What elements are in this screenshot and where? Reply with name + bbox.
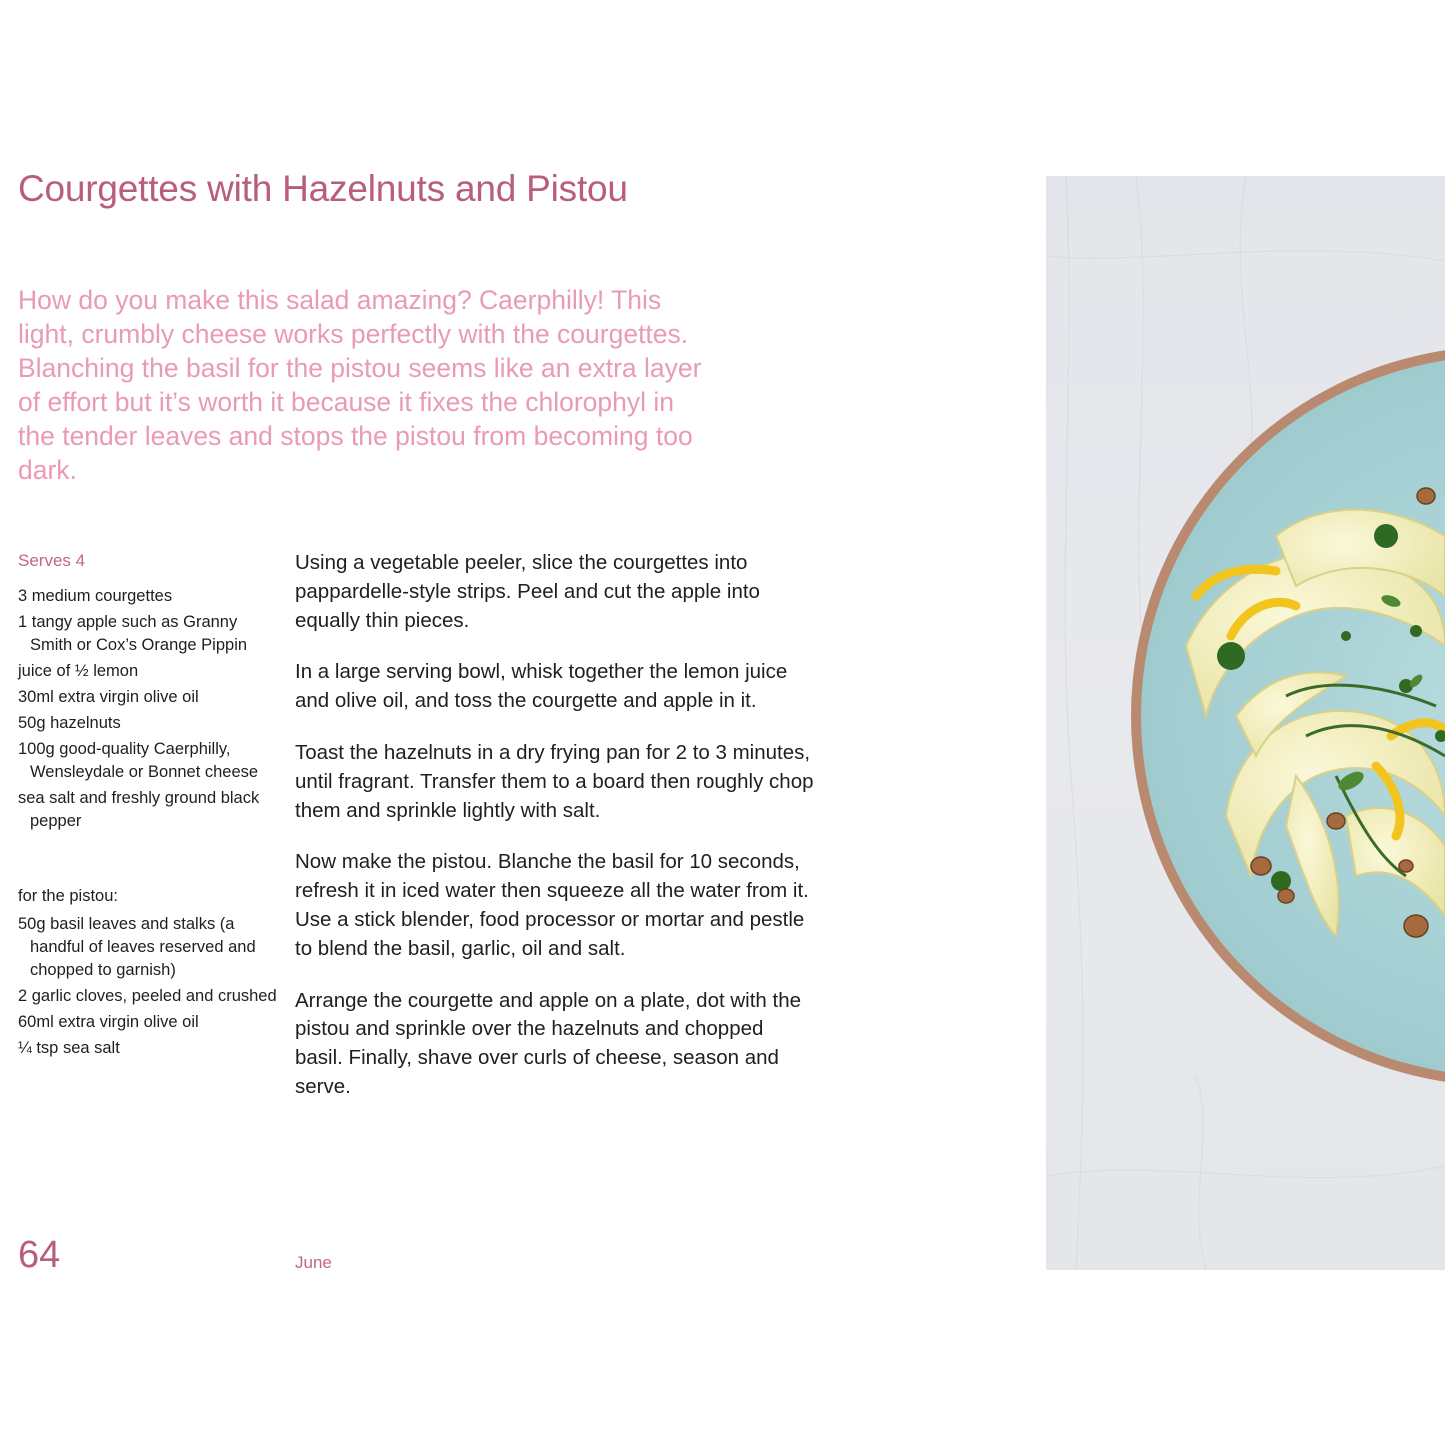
page-number: 64 xyxy=(18,1234,61,1276)
ingredient-item: ¼ tsp sea salt xyxy=(18,1039,120,1057)
method-step: Using a vegetable peeler, slice the courgettes into pappardelle-style strips. Peel and cut the apple into equally thin pieces. xyxy=(295,551,760,632)
ingredient-item: 2 garlic cloves, peeled and crushed xyxy=(18,987,277,1005)
ingredient-item: 1 tangy apple such as Granny Smith or Cox’s Orange Pippin xyxy=(18,613,248,654)
ingredient-item: 60ml extra virgin olive oil xyxy=(18,1013,199,1031)
method-step: Now make the pistou. Blanche the basil for 10 seconds, refresh it in iced water then squeeze all the water from it. Use a stick blender, food processor or mortar and pestle to blend the basil, garlic, oil and salt. xyxy=(295,850,809,960)
ingredient-item: 50g basil leaves and stalks (a handful of leaves reserved and chopped to garnish) xyxy=(18,915,256,979)
ingredient-item: 30ml extra virgin olive oil xyxy=(18,688,199,706)
method-step: Arrange the courgette and apple on a plate, dot with the pistou and sprinkle over the hazelnuts and chopped basil. Finally, shave over curls of cheese, season and serve. xyxy=(295,988,802,1098)
ingredient-item: 50g hazelnuts xyxy=(18,714,121,732)
recipe-intro: How do you make this salad amazing? Caerphilly! This light, crumbly cheese works perfectly with the courgettes. Blanching the basil for the pistou seems like an extra layer of effort but it’s worth it because it fixes the chlorophyl in the tender leaves and stops the pistou from becoming too dark. xyxy=(18,285,702,485)
ingredient-item: 3 medium courgettes xyxy=(18,587,173,605)
chapter-month: June xyxy=(295,1253,332,1272)
method-step: Toast the hazelnuts in a dry frying pan for 2 to 3 minutes, until fragrant. Transfer them to a board then roughly chop them and sprinkle lightly with salt. xyxy=(295,740,814,822)
method-steps xyxy=(295,549,815,1125)
ingredient-list xyxy=(18,585,278,836)
recipe-title: Courgettes with Hazelnuts and Pistou xyxy=(18,168,628,209)
ingredient-item: juice of ½ lemon xyxy=(18,662,139,680)
ingredient-item: sea salt and freshly ground black pepper xyxy=(18,789,260,830)
serves-label: Serves 4 xyxy=(18,551,86,570)
pistou-ingredient-list xyxy=(18,913,278,1063)
pistou-heading: for the pistou: xyxy=(18,887,118,905)
salad-photo xyxy=(1046,176,1445,1270)
salad-plate-illustration xyxy=(1046,176,1445,1270)
ingredient-item: 100g good-quality Caerphilly, Wensleydale or Bonnet cheese xyxy=(18,740,259,781)
method-step: In a large serving bowl, whisk together the lemon juice and olive oil, and toss the courgette and apple in it. xyxy=(295,660,788,713)
